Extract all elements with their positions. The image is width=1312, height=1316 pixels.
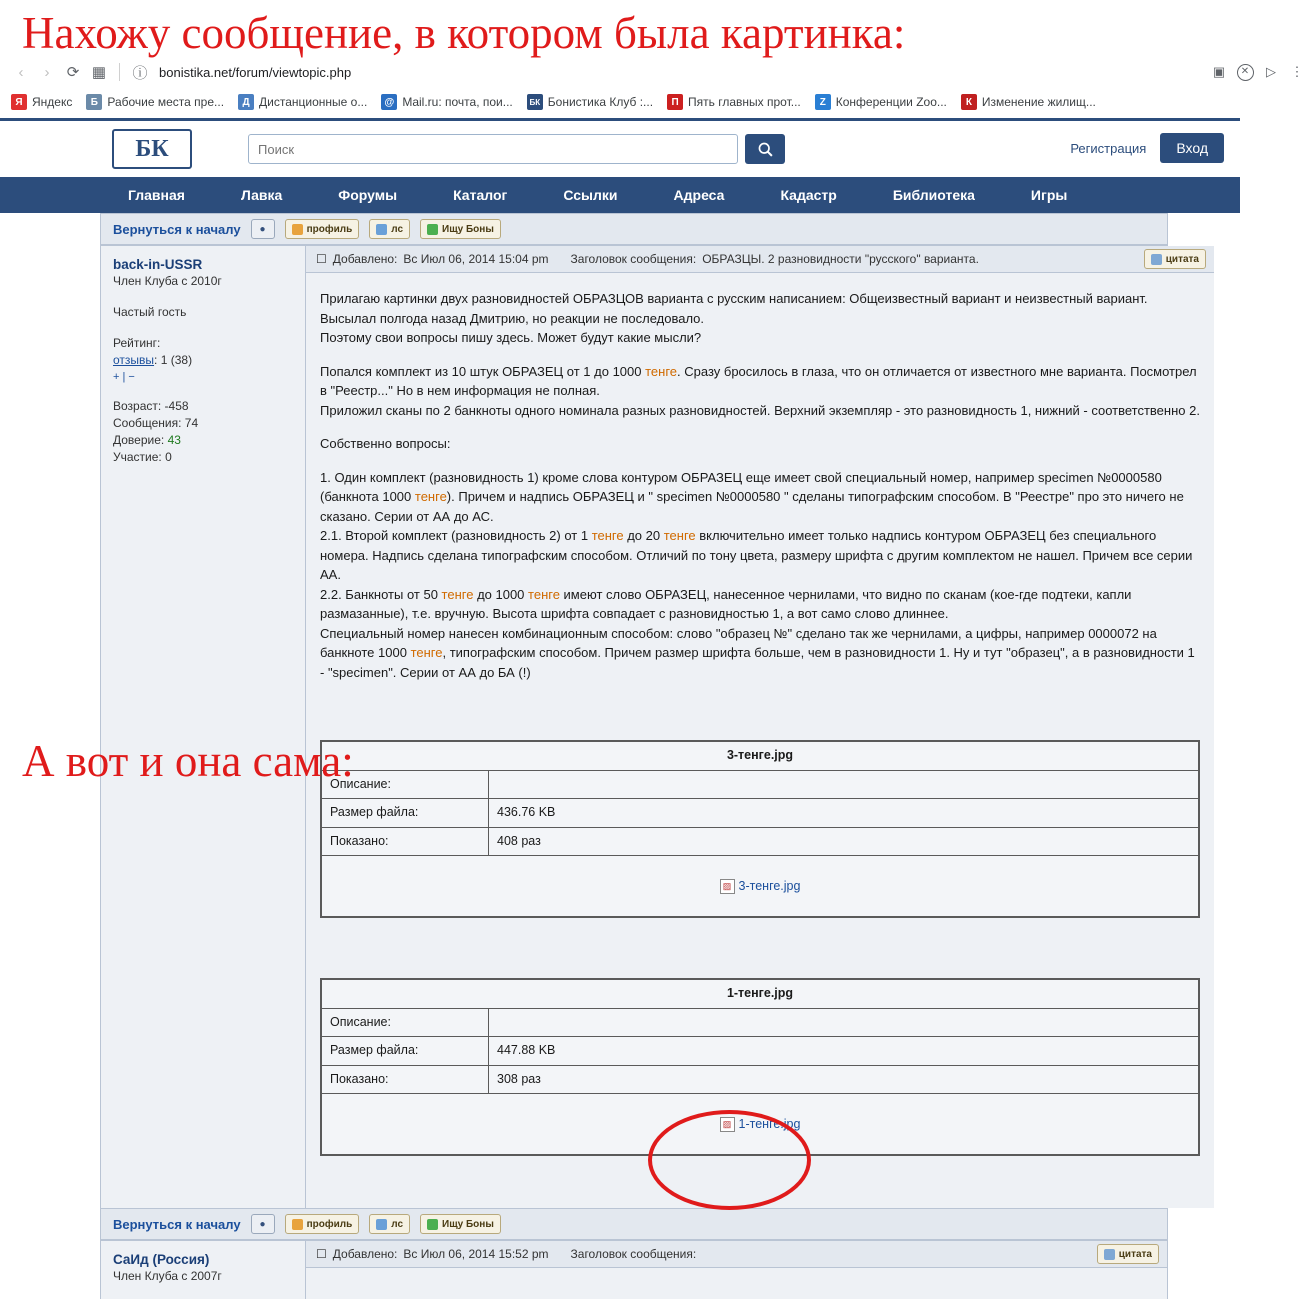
nav-item-shop[interactable]: Лавка bbox=[240, 187, 283, 203]
bookmark-favicon: @ bbox=[381, 94, 397, 110]
browser-toolbar bbox=[0, 56, 1312, 88]
post-author-rating-label: Рейтинг: bbox=[113, 336, 161, 350]
apps-grid-icon[interactable]: ▦ bbox=[91, 64, 107, 81]
bookmark-label: Конференции Zoo... bbox=[835, 95, 947, 109]
bookmark-favicon: Д bbox=[238, 94, 254, 110]
reviews-count: : 1 (38) bbox=[154, 353, 193, 367]
attachment-row-value: 436.76 KB bbox=[489, 799, 1200, 828]
annotation-highlight-ellipse bbox=[648, 1110, 811, 1210]
tenge-highlight: тенге bbox=[528, 586, 560, 602]
attachment-row-value: 408 раз bbox=[489, 827, 1200, 856]
profile-icon-bottom bbox=[292, 1219, 303, 1230]
nav-item-links[interactable]: Ссылки bbox=[563, 187, 618, 203]
bookmark-item[interactable] bbox=[376, 92, 517, 112]
bookmark-item[interactable] bbox=[233, 92, 372, 112]
broken-image-icon: ▨ bbox=[720, 879, 735, 894]
rating-plus-minus[interactable]: + | − bbox=[113, 371, 135, 383]
post-paragraph bbox=[320, 289, 1200, 348]
bookmark-favicon: БК bbox=[527, 94, 543, 110]
wanted-icon-top bbox=[427, 224, 438, 235]
post-author-panel bbox=[101, 246, 306, 1208]
nav-item-games[interactable]: Игры bbox=[1030, 187, 1068, 203]
post-author-membership: Член Клуба с 2010г bbox=[113, 274, 222, 288]
quote-label: цитата bbox=[1165, 253, 1199, 265]
wanted-button-top[interactable] bbox=[420, 219, 501, 239]
user-avatar-icon-bottom[interactable]: ● bbox=[251, 1214, 275, 1234]
post-added-label: Добавлено: bbox=[332, 252, 398, 266]
bookmark-favicon: Z bbox=[815, 94, 831, 110]
pm-icon-top bbox=[376, 224, 387, 235]
nav-item-cadastre[interactable]: Кадастр bbox=[780, 187, 837, 203]
profile-label-top: профиль bbox=[306, 223, 353, 235]
next-quote-button[interactable] bbox=[1097, 1244, 1159, 1264]
attachment-table bbox=[320, 740, 1200, 918]
attachment-filename: 1-тенге.jpg bbox=[321, 979, 1199, 1008]
post-paragraph: Собственно вопросы: bbox=[320, 436, 451, 451]
post-toolbar-top bbox=[101, 213, 1167, 245]
site-wrapper bbox=[0, 118, 1240, 1299]
back-icon[interactable]: ‹ bbox=[18, 63, 24, 81]
toolbar-right-icons bbox=[1210, 56, 1306, 88]
tenge-highlight: тенге bbox=[441, 586, 474, 602]
post-added-date: Вс Июл 06, 2014 15:04 pm bbox=[403, 252, 549, 266]
quote-button[interactable] bbox=[1144, 249, 1206, 269]
post-author-participation: Участие: 0 bbox=[113, 450, 172, 464]
post-author-reviews bbox=[113, 352, 293, 369]
broken-image-alt: 3-тенге.jpg bbox=[738, 878, 801, 893]
bookmark-label: Изменение жилищ... bbox=[981, 95, 1096, 109]
bookmark-item[interactable] bbox=[662, 92, 806, 112]
trust-label: Доверие: bbox=[113, 433, 165, 447]
attachment-filename: 3-тенге.jpg bbox=[321, 741, 1199, 770]
bookmark-label: Mail.ru: почта, пои... bbox=[402, 95, 513, 109]
back-to-top-link-bottom[interactable]: Вернуться к началу bbox=[113, 1216, 241, 1232]
post-author-messages: Сообщения: 74 bbox=[113, 416, 199, 430]
next-post-author-membership: Член Клуба с 2007г bbox=[113, 1269, 222, 1283]
profile-icon-top bbox=[292, 224, 303, 235]
broken-image-icon: ▨ bbox=[720, 1117, 735, 1132]
bookmark-favicon: К bbox=[961, 94, 977, 110]
bookmark-item[interactable] bbox=[810, 92, 952, 112]
wanted-icon-bottom bbox=[427, 1219, 438, 1230]
bookmark-label: Пять главных прот... bbox=[688, 95, 801, 109]
attachment-spacer bbox=[320, 696, 1200, 730]
header-right bbox=[1070, 133, 1224, 163]
back-to-top-link-top[interactable]: Вернуться к началу bbox=[113, 221, 241, 237]
main-nav bbox=[0, 177, 1240, 213]
pm-label-bottom: лс bbox=[391, 1218, 404, 1230]
forward-icon[interactable]: › bbox=[44, 63, 50, 81]
screenshot-icon[interactable]: ▣ bbox=[1212, 64, 1226, 79]
bookmarks-bar bbox=[0, 88, 1312, 116]
post-header bbox=[306, 246, 1214, 273]
attachment-gap bbox=[320, 922, 1200, 978]
reload-icon[interactable]: ⟳ bbox=[66, 64, 80, 81]
trust-value: 43 bbox=[167, 433, 181, 447]
wanted-button-bottom[interactable] bbox=[420, 1214, 501, 1234]
page-info-icon[interactable]: ⓘ bbox=[132, 64, 148, 82]
quote-icon bbox=[1151, 254, 1162, 265]
attachment-row-label: Показано: bbox=[321, 827, 489, 856]
bookmark-item[interactable] bbox=[6, 92, 77, 112]
profile-label-bottom: профиль bbox=[306, 1218, 353, 1230]
forum-post-next bbox=[101, 1240, 1167, 1299]
post-toolbar-bottom bbox=[101, 1208, 1167, 1240]
post-content-panel bbox=[306, 246, 1214, 1208]
tenge-highlight: тенге bbox=[410, 645, 443, 660]
cast-icon[interactable]: ▷ bbox=[1266, 64, 1276, 79]
nav-item-catalog[interactable]: Каталог bbox=[453, 187, 508, 203]
profile-button-bottom[interactable] bbox=[285, 1214, 360, 1234]
attachment-row-value: 308 раз bbox=[489, 1065, 1200, 1094]
tenge-highlight: тенге bbox=[645, 363, 678, 379]
next-post-subject-label: Заголовок сообщения: bbox=[570, 1247, 697, 1261]
browser-chrome bbox=[0, 56, 1312, 119]
block-icon-glyph: ✕ bbox=[1237, 64, 1254, 81]
post-paragraph-text: Прилагаю картинки двух разновидностей ОБРАЗЦОВ варианта с русским написанием: Общеизвестный вариант и неизвестный вариант. Высылал полгода назад Дмитрию, но реакции не последовало. bbox=[320, 291, 1148, 326]
address-bar[interactable]: bonistika.net/forum/viewtopic.php bbox=[159, 64, 352, 80]
user-avatar-icon-top[interactable]: ● bbox=[251, 219, 275, 239]
forum-post bbox=[101, 245, 1200, 1208]
site-logo[interactable]: БК bbox=[112, 129, 192, 169]
post-body bbox=[306, 273, 1214, 1208]
next-quote-label: цитата bbox=[1118, 1248, 1152, 1260]
tenge-highlight: тенге bbox=[414, 489, 447, 504]
bookmark-item[interactable] bbox=[81, 92, 229, 112]
next-quote-icon bbox=[1104, 1249, 1115, 1260]
attachment-row-label: Описание: bbox=[321, 1008, 489, 1037]
next-post-added-date: Вс Июл 06, 2014 15:52 pm bbox=[403, 1247, 549, 1261]
nav-item-library[interactable]: Библиотека bbox=[892, 187, 975, 203]
broken-image-alt: 1-тенге.jpg bbox=[738, 1116, 801, 1131]
pm-button-top[interactable] bbox=[369, 219, 410, 239]
post-paragraph: 1. Один комплект (разновидность 1) кроме слова контуром ОБРАЗЕЦ еще имеет свой специальный номер, например specimen №0000580 (банкнота 1000 тенге). Причем и надпись ОБРАЗЕЦ и " specimen №0000580 " сделаны типографским способом. В "Реестре" про это ничего не сказано. Серии от АА до АС. 2.1. Второй комплект (разновидность 2) от 1 тенге до 20 тенге включительно имеет только надпись контуром ОБРАЗЕЦ без специального номера. Надпись сделана типографским способом. Отличий по тону цвета, размеру шрифта с другим комплектом не нашел. Причем все серии АА. 2.2. Банкноты от 50 тенге до 1000 тенге имеют слово ОБРАЗЕЦ, нанесенное чернилами, что видно по сканам (кое-где подтеки, капли размазанные), т.е. вручную. Высота шрифта совпадает с разновидностью 1, а вот само слово длиннее. Специальный номер нанесен комбинационным способом: слово "образец №" сделано так же чернилами, а цифры, например 0000072 на банкноте 1000 тенге, типографским способом. Причем размер шрифта больше, чем в разновидности 1. Ну и тут "образец", а в разновидности 1 - "specimen". Серии от АА до БА (!) bbox=[320, 469, 1195, 680]
next-post-author-panel bbox=[101, 1241, 306, 1299]
post-author-name[interactable]: back-in-USSR bbox=[113, 257, 203, 272]
next-post-content-panel bbox=[306, 1241, 1167, 1299]
attachment-row-label: Показано: bbox=[321, 1065, 489, 1094]
attachment-image-cell[interactable] bbox=[321, 856, 1199, 918]
attachment-row-value bbox=[489, 770, 1200, 799]
tenge-highlight: тенге bbox=[591, 528, 624, 543]
toolbar-divider bbox=[119, 63, 120, 81]
bookmark-favicon: Б bbox=[86, 94, 102, 110]
post-paragraph-text: Поэтому свои вопросы пишу здесь. Может будут какие мысли? bbox=[320, 330, 702, 345]
tenge-highlight: тенге bbox=[663, 528, 696, 543]
post-subject: ОБРАЗЦЫ. 2 разновидности "русского" варианта. bbox=[702, 252, 979, 266]
search-button[interactable] bbox=[745, 134, 785, 164]
profile-button-top[interactable] bbox=[285, 219, 360, 239]
attachment-row-label: Описание: bbox=[321, 770, 489, 799]
post-author-age: Возраст: -458 bbox=[113, 399, 189, 413]
post-icon: ☐ bbox=[316, 252, 327, 266]
post-author-trust bbox=[113, 432, 293, 449]
post-author-status: Частый гость bbox=[113, 305, 187, 319]
nav-item-forums[interactable]: Форумы bbox=[338, 187, 398, 203]
bookmark-label: Рабочие места пре... bbox=[107, 95, 225, 109]
next-post-author-name[interactable]: СаИд (Россия) bbox=[113, 1252, 210, 1267]
nav-item-addresses[interactable]: Адреса bbox=[673, 187, 725, 203]
pm-button-bottom[interactable] bbox=[369, 1214, 410, 1234]
next-post-header bbox=[306, 1241, 1167, 1268]
pm-label-top: лс bbox=[391, 223, 404, 235]
bookmark-label: Яндекс bbox=[32, 95, 73, 109]
reviews-link[interactable]: отзывы bbox=[113, 353, 155, 367]
annotation-mid-caption: А вот и она сама: bbox=[22, 736, 354, 786]
pm-icon-bottom bbox=[376, 1219, 387, 1230]
post-paragraph: Попался комплект из 10 штук ОБРАЗЕЦ от 1 до 1000 тенге. Сразу бросилось в глаза, что он отличается от известного мне варианта. Посмотрел в "Реестр..." Но в нем информация не полная. Приложил сканы по 2 банкноты одного номинала разных разновидностей. Верхний экземпляр - это разновидность 1, нижний - соответственно 2. bbox=[320, 363, 1200, 418]
bookmark-label: Бонистика Клуб :... bbox=[547, 95, 654, 109]
wanted-label-bottom: Ищу Боны bbox=[442, 1218, 494, 1230]
next-post-added-label: Добавлено: bbox=[332, 1247, 398, 1261]
site-header bbox=[0, 118, 1240, 177]
menu-icon[interactable]: ⋮ bbox=[1290, 64, 1304, 79]
broken-image-placeholder[interactable] bbox=[720, 877, 801, 897]
attachment-row-value bbox=[489, 1008, 1200, 1037]
block-icon[interactable] bbox=[1236, 63, 1254, 81]
search-input[interactable] bbox=[248, 134, 738, 164]
login-button[interactable]: Вход bbox=[1160, 133, 1224, 163]
next-post-icon: ☐ bbox=[316, 1247, 327, 1261]
attachment-row-label: Размер файла: bbox=[321, 1037, 489, 1066]
bookmark-item[interactable] bbox=[956, 92, 1101, 112]
bookmark-item[interactable] bbox=[522, 92, 658, 112]
attachment-row-label: Размер файла: bbox=[321, 799, 489, 828]
register-link[interactable]: Регистрация bbox=[1070, 140, 1147, 156]
nav-item-main[interactable]: Главная bbox=[128, 187, 185, 203]
bookmark-favicon: Я bbox=[11, 94, 27, 110]
annotation-top-caption: Нахожу сообщение, в котором была картинка: bbox=[22, 8, 906, 58]
wanted-label-top: Ищу Боны bbox=[442, 223, 494, 235]
bookmark-favicon: П bbox=[667, 94, 683, 110]
post-subject-label: Заголовок сообщения: bbox=[570, 252, 697, 266]
bookmark-label: Дистанционные о... bbox=[259, 95, 368, 109]
attachment-row-value: 447.88 KB bbox=[489, 1037, 1200, 1066]
